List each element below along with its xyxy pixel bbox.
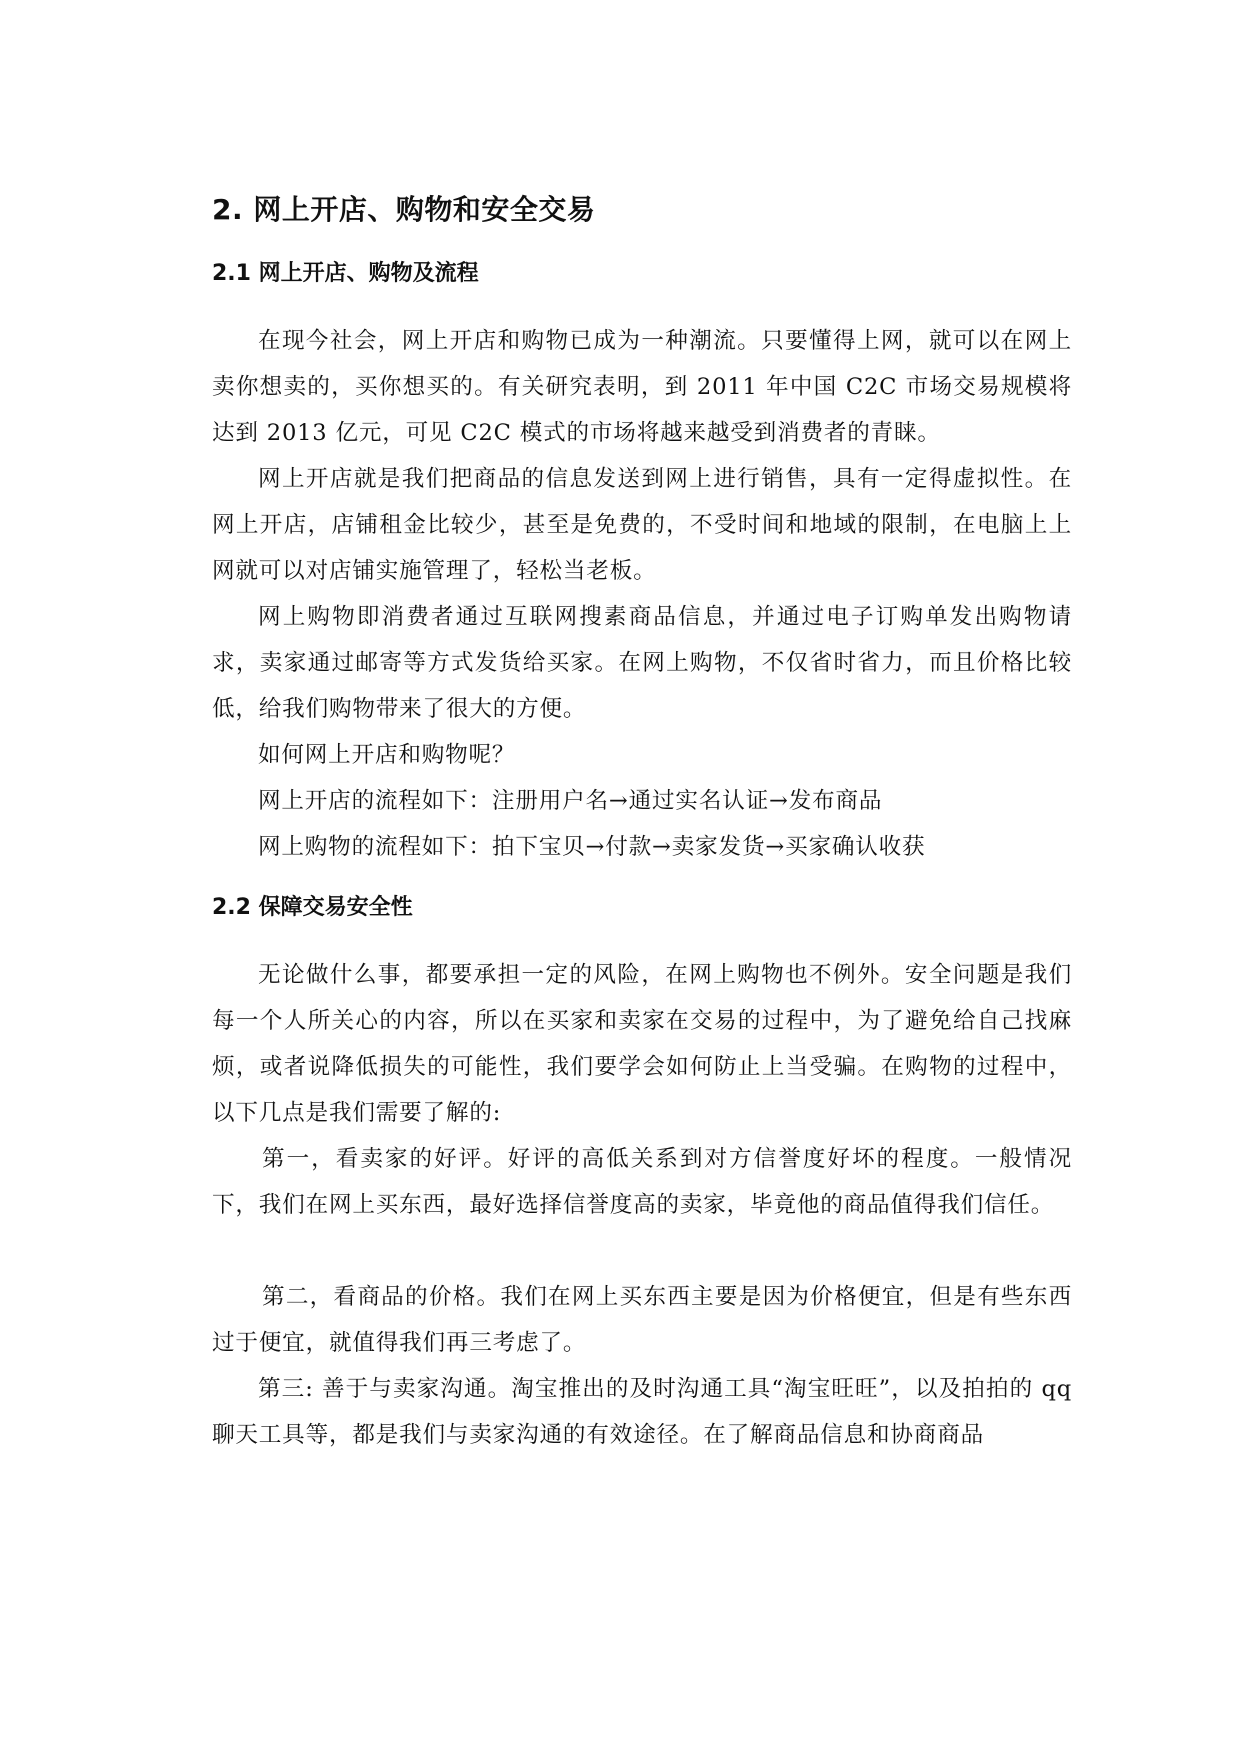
paragraph: 无论做什么事，都要承担一定的风险，在网上购物也不例外。安全问题是我们每一个人所关心的内容，所以在买家和卖家在交易的过程中，为了避免给自己找麻烦，或者说降低损失的可能性，我们要学会如何防止上当受骗。在购物的过程中，以下几点是我们需要了解的: [212, 962, 1072, 1126]
paragraph: 在现今社会，网上开店和购物已成为一种潮流。只要懂得上网，就可以在网上卖你想卖的，买你想买的。有关研究表明，到 2011 年中国 C2C 市场交易规模将达到 2013 亿元，可见 C2C 模式的市场将越来越受到消费者的青睐。 [212, 328, 1072, 446]
page-title: 2. 网上开店、购物和安全交易 [212, 193, 596, 226]
paragraph: 第一，看卖家的好评。好评的高低关系到对方信誉度好坏的程度。一般情况下，我们在网上买东西，最好选择信誉度高的卖家，毕竟他的商品值得我们信任。 [212, 1146, 1072, 1218]
paragraph: 网上购物即消费者通过互联网搜素商品信息，并通过电子订购单发出购物请求，卖家通过邮寄等方式发货给买家。在网上购物，不仅省时省力，而且价格比较低，给我们购物带来了很大的方便。 [212, 604, 1072, 722]
shop-flow-line: 网上开店的流程如下：注册用户名→通过实名认证→发布商品 [258, 788, 883, 814]
buy-flow-line: 网上购物的流程如下：拍下宝贝→付款→卖家发货→买家确认收获 [258, 834, 926, 860]
paragraph: 第二，看商品的价格。我们在网上买东西主要是因为价格便宜，但是有些东西过于便宜，就值得我们再三考虑了。 [212, 1284, 1072, 1356]
paragraph: 第三: 善于与卖家沟通。淘宝推出的及时沟通工具“淘宝旺旺”，以及拍拍的 qq 聊天工具等，都是我们与卖家沟通的有效途径。在了解商品信息和协商商品 [212, 1376, 1072, 1448]
section-heading-2-1: 2.1 网上开店、购物及流程 [212, 261, 479, 286]
section-heading-2-2: 2.2 保障交易安全性 [212, 895, 413, 920]
paragraph: 网上开店就是我们把商品的信息发送到网上进行销售，具有一定得虚拟性。在网上开店，店铺租金比较少，甚至是免费的，不受时间和地域的限制，在电脑上上网就可以对店铺实施管理了，轻松当老板。 [212, 466, 1072, 584]
question-line: 如何网上开店和购物呢？ [258, 742, 516, 768]
